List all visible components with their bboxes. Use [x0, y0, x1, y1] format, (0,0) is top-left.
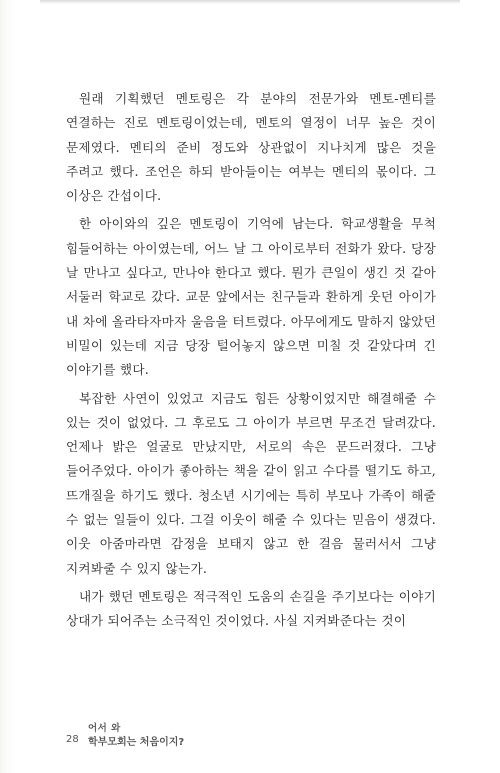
running-title-line1: 어서 와: [88, 723, 121, 734]
body-text: [66, 87, 436, 634]
paragraph-1: 원래 기획했던 멘토링은 각 분야의 전문가와 멘토-멘티를 연결하는 진로 멘토링이었는데, 멘토의 열정이 너무 높은 것이 문제였다. 멘티의 준비 정도와 상관없이 지나치게 많은 것을 주려고 했다. 조언은 하되 받아들이는 여부는 멘티의 몫이다. 그 이상은 간섭이다.: [66, 91, 436, 204]
page-number: 28: [66, 734, 79, 745]
paragraph-3: 복잡한 사연이 있었고 지금도 힘든 상황이었지만 해결해줄 수 있는 것이 없었다. 그 후로도 그 아이가 부르면 무조건 달려갔다. 언제나 밝은 얼굴로 만났지만, 서로의 속은 문드러졌다. 그냥 들어주었다. 아이가 좋아하는 책을 같이 읽고 수다를 떨기도 하고, 뜨개질을 하기도 했다. 청소년 시기에는 특히 부모나 가족이 해줄 수 없는 일들이 있다. 그걸 이웃이 해줄 수 있다는 믿음이 생겼다. 이웃 아줌마라면 감정을 보태지 않고 한 걸음 물러서서 그냥 지켜봐줄 수 있지 않는가.: [66, 390, 436, 576]
page-footer: [66, 720, 266, 752]
paragraph-4: 내가 했던 멘토링은 적극적인 도움의 손길을 주기보다는 이야기 상대가 되어주는 소극적인 것이었다. 사실 지켜봐준다는 것이: [66, 588, 436, 629]
top-edge-shadow: [40, 0, 460, 4]
running-title-line2: 학부모회는 처음이지?: [88, 737, 185, 748]
paragraph-2: 한 아이와의 깊은 멘토링이 기억에 남는다. 학교생활을 무척 힘들어하는 아이였는데, 어느 날 그 아이로부터 전화가 왔다. 당장 날 만나고 싶다고, 만나야 한다고 했다. 뭔가 큰일이 생긴 것 같아 서둘러 학교로 갔다. 교문 앞에서는 친구들과 환하게 웃던 아이가 내 차에 올라타자마자 울음을 터트렸다. 아무에게도 말하지 않았던 비밀이 있는데 지금 당장 털어놓지 않으면 미칠 것 같았다며 긴 이야기를 했다.: [66, 216, 436, 378]
